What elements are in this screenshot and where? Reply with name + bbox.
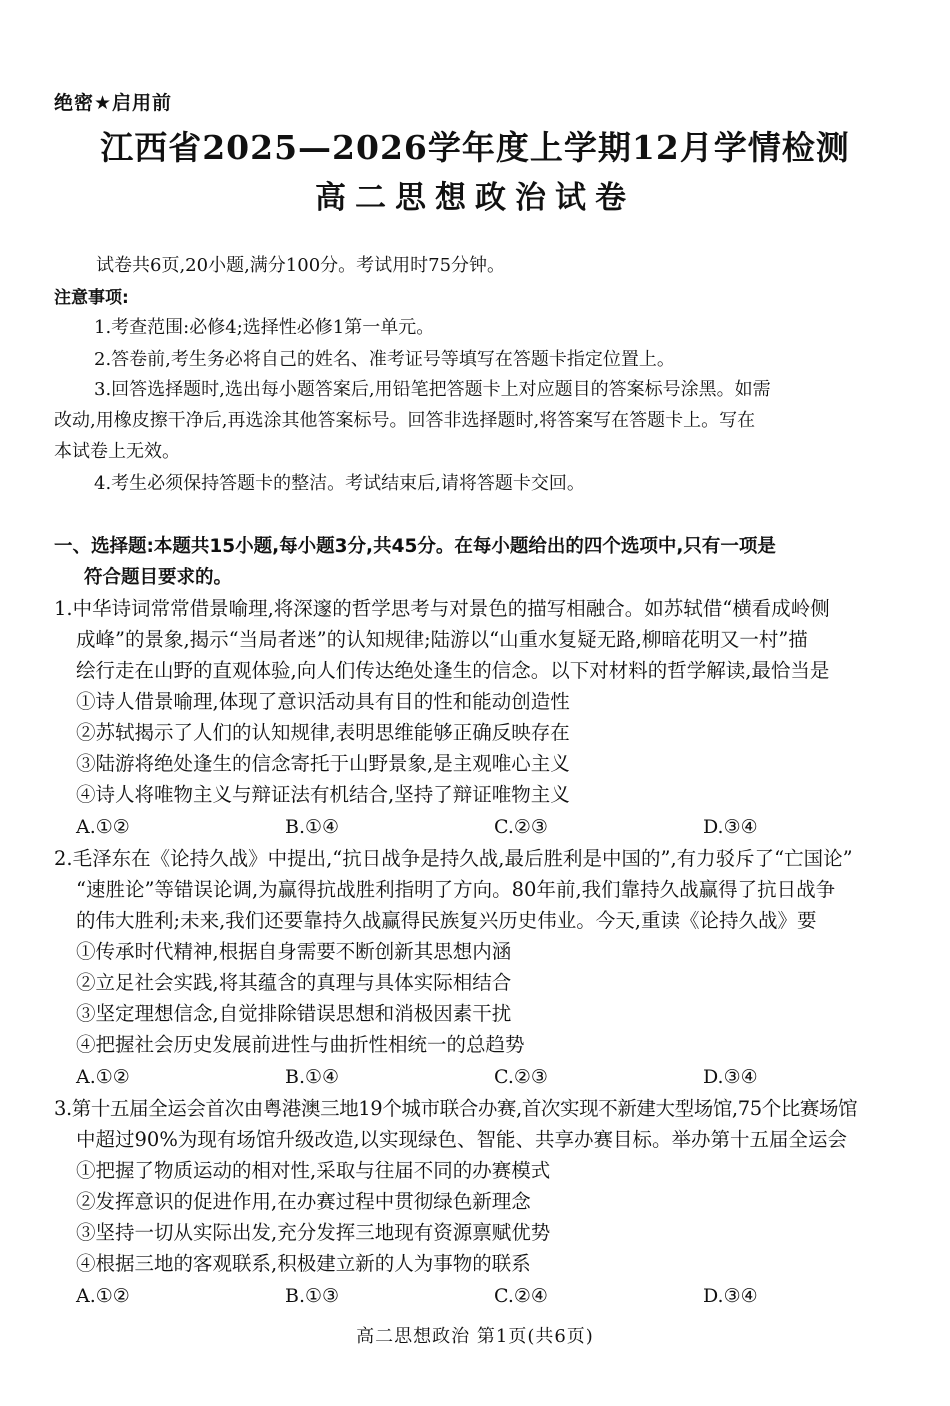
question-stem: 成峰”的景象,揭示“当局者迷”的认知规律;陆游以“山重水复疑无路,柳暗花明又一村”描 [76, 628, 808, 651]
page-footer: 高二思想政治 第1页(共6页) [356, 1326, 594, 1347]
option-c: C.②③ [494, 816, 548, 838]
notice-item: 4.考生必须保持答题卡的整洁。考试结束后,请将答题卡交回。 [94, 473, 585, 494]
statement: ③陆游将绝处逢生的信念寄托于山野景象,是主观唯心主义 [76, 752, 570, 775]
option-c: C.②③ [494, 1066, 548, 1088]
option-a: A.①② [76, 1285, 130, 1307]
option-d: D.③④ [703, 1066, 758, 1088]
question-stem: 的伟大胜利;未来,我们还要靠持久战赢得民族复兴历史伟业。今天,重读《论持久战》要 [76, 909, 817, 932]
statement: ④诗人将唯物主义与辩证法有机结合,坚持了辩证唯物主义 [76, 783, 570, 806]
option-b: B.①④ [285, 816, 340, 838]
section-heading: 一、选择题:本题共15小题,每小题3分,共45分。在每小题给出的四个选项中,只有一项是 [54, 536, 776, 557]
notice-item: 1.考查范围:必修4;选择性必修1第一单元。 [94, 317, 435, 338]
question-stem: 2.毛泽东在《论持久战》中提出,“抗日战争是持久战,最后胜利是中国的”,有力驳斥了“亡国论” [54, 847, 853, 870]
option-c: C.②④ [494, 1285, 548, 1307]
statement: ①传承时代精神,根据自身需要不断创新其思想内涵 [76, 940, 512, 963]
option-d: D.③④ [703, 1285, 758, 1307]
statement: ④根据三地的客观联系,积极建立新的人为事物的联系 [76, 1252, 531, 1275]
question-stem: “速胜论”等错误论调,为赢得抗战胜利指明了方向。80年前,我们靠持久战赢得了抗日战争 [76, 878, 836, 901]
question-stem: 中超过90%为现有场馆升级改造,以实现绿色、智能、共享办赛目标。举办第十五届全运会 [76, 1128, 848, 1151]
statement: ②发挥意识的促进作用,在办赛过程中贯彻绿色新理念 [76, 1190, 531, 1213]
option-a: A.①② [76, 816, 130, 838]
statement: ②苏轼揭示了人们的认知规律,表明思维能够正确反映存在 [76, 721, 570, 744]
statement: ③坚持一切从实际出发,充分发挥三地现有资源禀赋优势 [76, 1221, 551, 1244]
statement: ④把握社会历史发展前进性与曲折性相统一的总趋势 [76, 1033, 525, 1056]
exam-title: 江西省2025—2026学年度上学期12月学情检测 [100, 128, 850, 167]
statement: ①诗人借景喻理,体现了意识活动具有目的性和能动创造性 [76, 690, 570, 713]
statement: ③坚定理想信念,自觉排除错误思想和消极因素干扰 [76, 1002, 512, 1025]
exam-subject-title: 高二思想政治试卷 [315, 180, 635, 216]
confidential-mark: 绝密★启用前 [54, 92, 173, 114]
section-heading-cont: 符合题目要求的。 [84, 567, 233, 588]
exam-intro: 试卷共6页,20小题,满分100分。考试用时75分钟。 [96, 255, 506, 276]
option-b: B.①③ [285, 1285, 340, 1307]
option-b: B.①④ [285, 1066, 340, 1088]
notice-item: 2.答卷前,考生务必将自己的姓名、准考证号等填写在答题卡指定位置上。 [94, 349, 675, 370]
statement: ①把握了物质运动的相对性,采取与往届不同的办赛模式 [76, 1159, 551, 1182]
statement: ②立足社会实践,将其蕴含的真理与具体实际相结合 [76, 971, 512, 994]
option-a: A.①② [76, 1066, 130, 1088]
option-d: D.③④ [703, 816, 758, 838]
notice-heading: 注意事项: [54, 288, 129, 308]
question-stem: 绘行走在山野的直观体验,向人们传达绝处逢生的信念。以下对材料的哲学解读,最恰当是 [76, 659, 830, 682]
notice-item: 3.回答选择题时,选出每小题答案后,用铅笔把答题卡上对应题目的答案标号涂黑。如需 [94, 379, 771, 400]
notice-item: 本试卷上无效。 [54, 441, 180, 462]
notice-item: 改动,用橡皮擦干净后,再选涂其他答案标号。回答非选择题时,将答案写在答题卡上。写在 [54, 410, 756, 431]
question-stem: 3.第十五届全运会首次由粤港澳三地19个城市联合办赛,首次实现不新建大型场馆,75个比赛场馆 [54, 1097, 858, 1120]
question-stem: 1.中华诗词常常借景喻理,将深邃的哲学思考与对景色的描写相融合。如苏轼借“横看成岭侧 [54, 597, 830, 620]
